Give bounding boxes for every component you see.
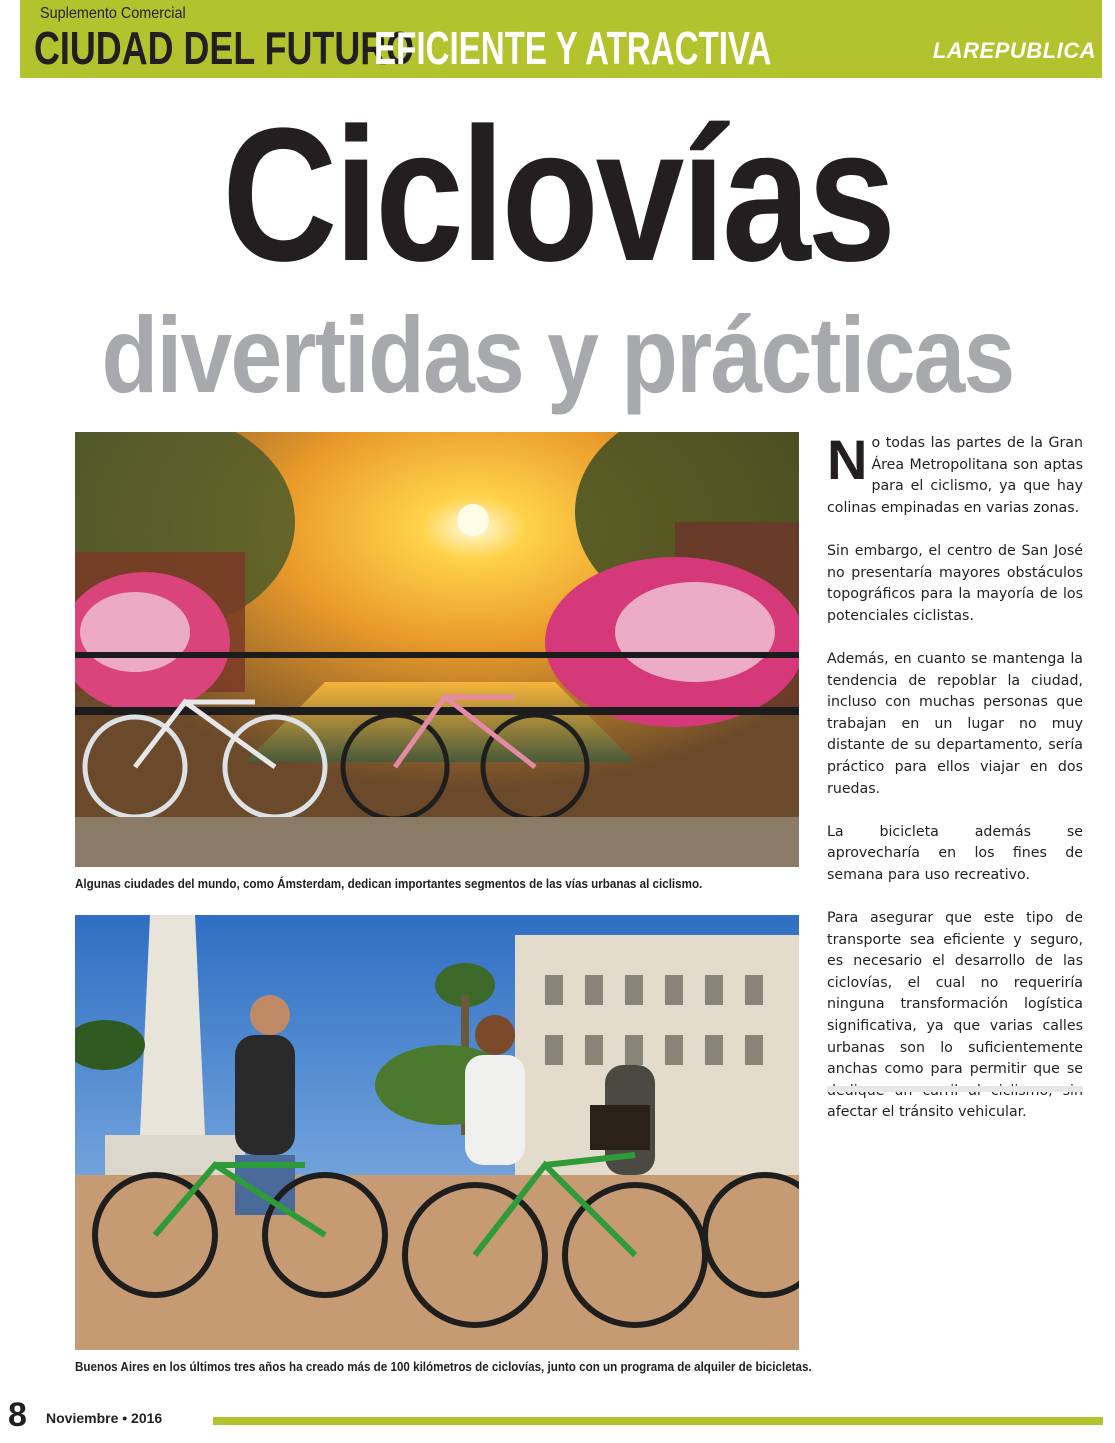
- article-paragraph: Para asegurar que este tipo de transporte sea eficiente y seguro, es necesario el desarrollo de las ciclovías, el cual no requeriría ninguna transformación logística significativa, ya que varias calles urbanas son lo suficientemente anchas como para permitir que se afectar el tránsito vehicular.: [827, 910, 1083, 1121]
- buenos-aires-bike-tour-photo: [75, 915, 799, 1350]
- article-paragraph: Además, en cuanto se mantenga la tendencia de repoblar la ciudad, incluso con muchas personas que trabajan en un lugar no muy distante de su departamento, sería práctico para ellos viajar en dos ruedas.: [827, 650, 1083, 797]
- article-paragraph-text: o todas las partes de la Gran Área Metropolitana son aptas para el ciclismo, ya que hay colinas empinadas en varias zonas.: [827, 435, 1083, 516]
- article-body: [827, 428, 1083, 1146]
- dropcap: N: [827, 428, 868, 491]
- section-tagline: EFICIENTE Y ATRACTIVA: [374, 22, 772, 74]
- page-number: 8: [8, 1396, 27, 1434]
- article-end-divider: [827, 1086, 1083, 1092]
- section-title: CIUDAD DEL FUTURO: [34, 22, 415, 74]
- article-paragraph: Sin embargo, el centro de San José no presentaría mayores obstáculos topográficos para la mayoría de los potenciales ciclistas.: [827, 542, 1083, 624]
- article-paragraph: La bicicleta además se aprovecharía en los fines de semana para uso recreativo.: [827, 823, 1083, 883]
- supplement-label: Suplemento Comercial: [40, 5, 186, 22]
- headline-title: Ciclovías: [222, 89, 893, 301]
- footer-rule: [213, 1417, 1103, 1425]
- header-band: [20, 0, 1102, 78]
- la-republica-logo: LAREPUBLICA: [932, 38, 1096, 63]
- issue-date: Noviembre • 2016: [46, 1410, 163, 1426]
- article-paragraph: [827, 428, 1083, 519]
- photo-caption: Algunas ciudades del mundo, como Ámsterdam, dedican importantes segmentos de las vías urbanas al ciclismo.: [75, 877, 703, 891]
- photo-caption: Buenos Aires en los últimos tres años ha creado más de 100 kilómetros de ciclovías, junto con un programa de alquiler de bicicletas.: [75, 1360, 812, 1374]
- headline-subtitle: divertidas y prácticas: [101, 294, 1014, 415]
- amsterdam-canal-bicycles-photo: [75, 432, 799, 867]
